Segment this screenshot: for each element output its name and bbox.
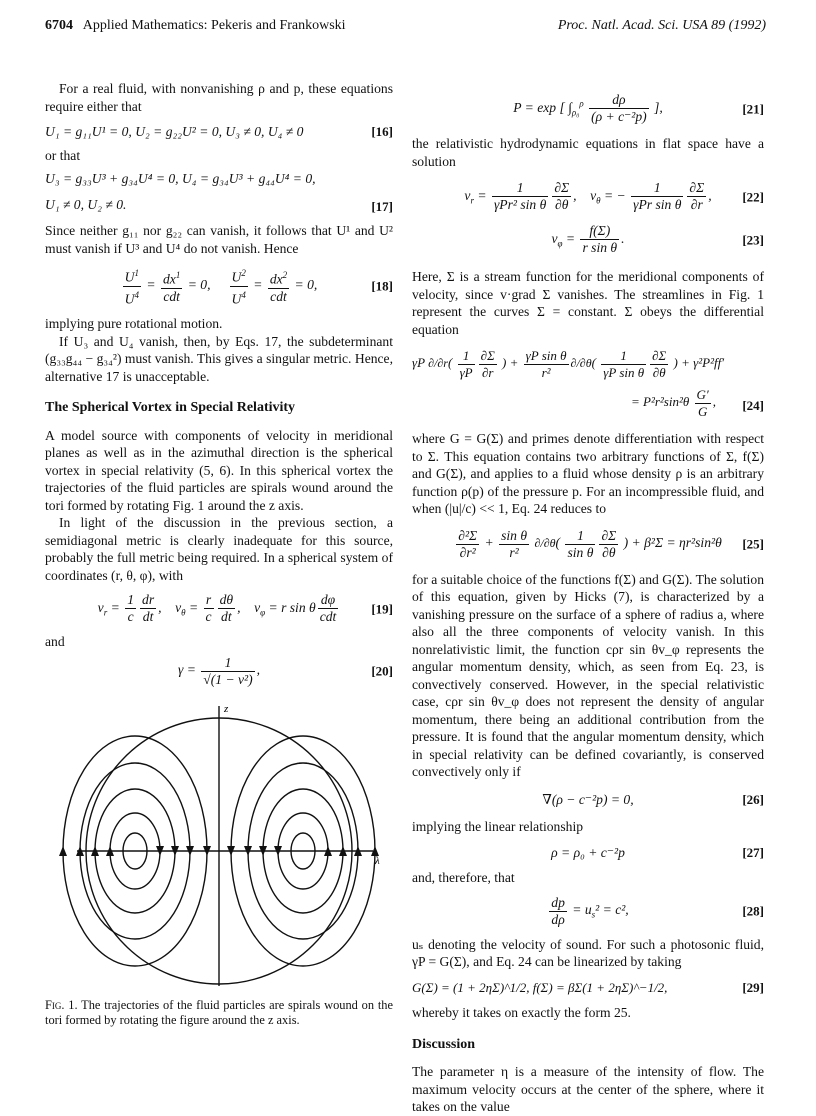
paragraph: implying pure rotational motion. <box>45 316 223 332</box>
equation-number: [26] <box>742 791 764 807</box>
equation-22: $v_r$ = $\frac{1}{\text{γPr² sin θ}}$ $\frac{\partial\Sigma}{\partial\theta}$ , $v_\theta$ = − $\frac{1}{\text{γPr sin θ}}$ $\frac{\partial\Sigma}{\partial r}$ , [22] <box>464 180 764 212</box>
equation-number: [16] <box>371 124 393 139</box>
journal-citation: Proc. Natl. Acad. Sci. USA 89 (1992) <box>557 18 766 33</box>
equation-21: P = exp [ $\int_{\rho_0}^\rho$ $\frac{d\rho}{\text{(ρ + c⁻²p)}}$ ], [21] <box>513 92 764 124</box>
equation-17 <box>45 170 393 214</box>
equation-26 <box>412 791 764 809</box>
paragraph: for a suitable choice of the functions f(Σ) and G(Σ). The solution of this equation, given by Hicks (7), is characterized by a vanishing pressure on the surface of a sphere of radius a, where also all the three components of velocity vanish. In this nonrelativistic limit, the function cρr sin θv_φ represents the angular momentum density, which, as seen from Eq. 23, is convectively conserved. However, in the special relativistic case, cρr sin θv_φ does not represent the density of angular momentum, there being an additional contribution from the pressure. It is found that the angular momentum density, which in special relativity can be defined covariantly, is conserved convectively only if <box>412 571 764 779</box>
equation-number: [23] <box>742 231 764 247</box>
equation-text: U₃ = g₃₃U³ + g₃₄U⁴ = 0, U₄ = g₃₄U³ + g₄₄U⁴ = 0, <box>45 171 316 186</box>
caption-text: The trajectories of the fluid particles are spirals wound on the tori formed by rotating the figure around the z axis. <box>45 997 393 1027</box>
section-title: The Spherical Vortex in Special Relativity <box>45 400 296 416</box>
equation-number: [17] <box>371 199 393 214</box>
equation-number: [28] <box>742 903 764 919</box>
equation-18: $\frac{U^1}{U^4}$ = $\frac{dx^1}{\text{cdt}}$ = 0, $\frac{U^2}{U^4}$ = $\frac{dx^2}{\text{cdt}}$ = 0, [18] <box>45 265 393 307</box>
equation-19: $v_r$ = $\frac{1}{c}$ $\frac{dr}{dt}$ , $v_\theta$ = $\frac{r}{c}$ $\frac{d\theta}{dt}$ , $v_\varphi = r$ sin θ $\frac{d\varphi}{\text{cdt}}$ [19] <box>97 592 393 625</box>
equation-text: U₁ = g₁₁U¹ = 0, U₂ = g₂₂U² = 0, U₃ ≠ 0, U₄ ≠ 0 <box>45 124 304 139</box>
paragraph: or that <box>45 147 81 163</box>
equation-number: [25] <box>742 536 764 552</box>
paragraph: For a real fluid, with nonvanishing ρ and p, these equations require either that <box>45 81 393 114</box>
equation-number: [29] <box>742 979 764 995</box>
paragraph: Since neither g₁₁ nor g₂₂ can vanish, it follows that U¹ and U² must vanish if U³ and U⁴ do not vanish. Hence <box>45 223 393 256</box>
equation-number: [20] <box>371 663 393 679</box>
paragraph: In light of the discussion in the previous section, a semidiagonal metric is clearly inadequate for this source, probably the full metric being required. In a spherical system of coordinates (r, θ, φ), with <box>45 515 393 583</box>
section-title: Discussion <box>412 1036 476 1052</box>
figure-1 <box>45 696 393 996</box>
running-header-left <box>45 18 346 34</box>
paragraph: A model source with components of velocity in meridional planes as well as in the azimuthal direction is the spherical vortex in special relativity (5, 6). In this spherical vortex the trajectories of the fluid particles are spirals wound around the tori formed by rotating Fig. 1 around the z axis. <box>45 427 393 513</box>
equation-number: [27] <box>742 844 764 860</box>
paragraph: whereby it takes on exactly the form 25. <box>412 1005 631 1020</box>
equation-28: $\frac{dp}{d\rho}$ = $u_s^2 = c^2$, [28] <box>551 894 764 927</box>
right-column <box>412 92 764 1116</box>
figure-caption <box>45 998 393 1028</box>
equation-number: [22] <box>742 188 764 204</box>
equation-27 <box>412 844 764 862</box>
page-number: 6704 <box>45 18 73 33</box>
equation-text: U₁ ≠ 0, U₂ ≠ 0. <box>45 196 127 212</box>
equation-16 <box>45 123 393 141</box>
equation-29 <box>412 979 764 997</box>
paragraph: and <box>45 634 65 650</box>
paragraph: and, therefore, that <box>412 870 515 885</box>
paragraph: where G = G(Σ) and primes denote differentiation with respect to Σ. This equation contains two arbitrary functions of Σ, f(Σ) and G(Σ), and applies to a fluid whose density ρ is an arbitrary function ρ(p) of the pressure p. For an incompressible fluid, and when (|u|/c) << 1, Eq. 24 reduces to <box>412 431 764 516</box>
caption-label: Fig. 1. <box>45 997 78 1012</box>
equation-number: [24] <box>742 397 764 413</box>
paragraph: the relativistic hydrodynamic equations in flat space have a solution <box>412 136 764 169</box>
equation-23: $v_\varphi$ = $\frac{f(\Sigma)}{\text{r sin θ}}$ . [23] <box>551 223 764 255</box>
z-axis-label: z <box>224 702 229 715</box>
paragraph: If U₃ and U₄ vanish, then, by Eqs. 17, the subdeterminant (g₃₃g₄₄ − g₃₄²) must vanish. This gives a singular metric. Hence, alternative 17 is unacceptable. <box>45 333 393 384</box>
equation-25: $\frac{\text{∂²Σ}}{\text{∂r²}}$ + $\frac{\text{sin θ}}{\text{r²}}$ ∂/∂θ( $\frac{1}{\text{sin θ}}$ $\frac{\partial\Sigma}{\partial\theta}$ ) + β²Σ = ηr²sin²θ [25] <box>458 527 764 560</box>
equation-text: ∇(ρ − c⁻²p) = 0, <box>542 791 634 807</box>
left-column <box>45 80 393 1028</box>
paragraph: uₛ denoting the velocity of sound. For such a photosonic fluid, γP = G(Σ), and Eq. 24 can be linearized by taking <box>412 936 764 969</box>
paragraph: implying the linear relationship <box>412 819 584 834</box>
equation-text: G(Σ) = (1 + 2ηΣ)^1/2, f(Σ) = βΣ(1 + 2ηΣ)^−1/2, <box>412 979 668 995</box>
section-header: Applied Mathematics: Pekeris and Frankowski <box>82 18 346 33</box>
paragraph: Here, Σ is a stream function for the meridional components of velocity, since v·grad Σ vanishes. The streamlines in Fig. 1 represent the curves Σ = constant. Σ obeys the differential equation <box>412 269 764 337</box>
equation-20: γ = $\frac{1}{\text{√(1 − v²)}}$ , [20] <box>177 654 393 687</box>
equation-number: [18] <box>371 278 393 294</box>
arrow-icon <box>59 846 67 856</box>
equation-number: [19] <box>371 600 393 616</box>
equation-number: [21] <box>742 100 764 116</box>
paragraph: The parameter η is a measure of the intensity of flow. The maximum velocity occurs at the center of the sphere, where it takes on the value <box>412 1064 764 1114</box>
equation-24: γP ∂/∂r( $\frac{1}{\gamma P}$ $\frac{\partial\Sigma}{\partial r}$ ) + $\frac{\text{γP sin θ}}{\text{r²}}$ ∂/∂θ( $\frac{1}{\text{γP sin θ}}$ $\frac{\partial\Sigma}{\partial\theta}$ ) + γ²P²ff′ = P²r²sin²θ $\frac{G'}{G}$ , [24] <box>412 348 764 419</box>
lambda-axis-label: λ <box>375 854 380 867</box>
equation-text: ρ = ρ₀ + c⁻²p <box>551 844 625 860</box>
